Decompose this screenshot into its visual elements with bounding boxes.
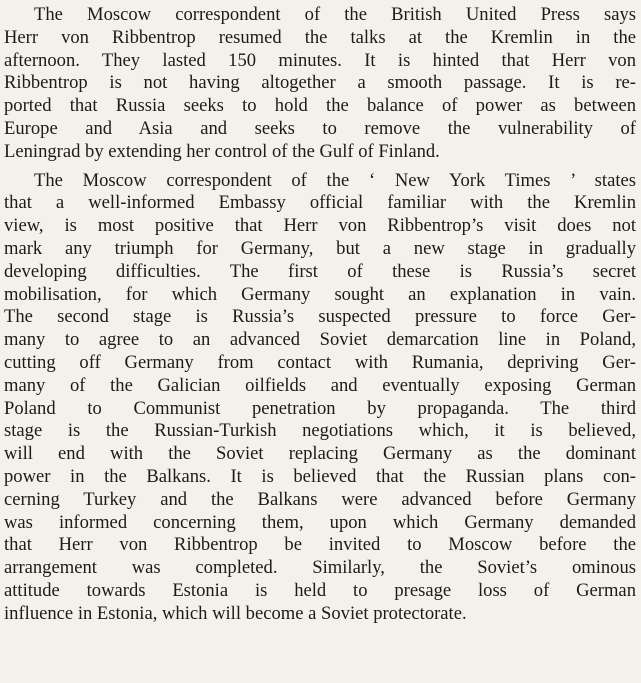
text-line: Poland to Communist penetration by propaganda. The third (4, 397, 636, 419)
text-line: view, is most positive that Herr von Ribbentrop’s visit does not (4, 215, 636, 237)
text-line: power in the Balkans. It is believed that the Russian plans con- (4, 465, 636, 487)
text-line: mark any triumph for Germany, but a new stage in gradually (4, 237, 636, 259)
text-line: will end with the Soviet replacing Germany as the dominant (4, 443, 636, 465)
text-line: that a well-informed Embassy official familiar with the Kremlin (4, 192, 636, 214)
text-line: developing difficulties. The first of these is Russia’s secret (4, 260, 636, 282)
text-line: mobilisation, for which Germany sought an explanation in vain. (4, 283, 636, 305)
text-line: influence in Estonia, which will become a Soviet protectorate. (4, 602, 467, 624)
text-line: cerning Turkey and the Balkans were advanced before Germany (4, 488, 636, 510)
text-line: arrangement was completed. Similarly, the Soviet’s ominous (4, 557, 636, 579)
paragraph-british-united-press (4, 4, 636, 164)
paragraph-new-york-times (4, 170, 636, 626)
text-line: attitude towards Estonia is held to presage loss of German (4, 579, 636, 601)
text-line: cutting off Germany from contact with Rumania, depriving Ger- (4, 351, 636, 373)
text-line: that Herr von Ribbentrop be invited to Moscow before the (4, 534, 636, 556)
text-line: was informed concerning them, upon which Germany demanded (4, 511, 636, 533)
text-line: Leningrad by extending her control of the Gulf of Finland. (4, 140, 440, 162)
text-line: stage is the Russian-Turkish negotiations which, it is believed, (4, 420, 636, 442)
text-line: The Moscow correspondent of the ‘ New York Times ’ states (34, 169, 636, 191)
text-line: The Moscow correspondent of the British United Press says (34, 4, 636, 25)
text-line: many to agree to an advanced Soviet demarcation line in Poland, (4, 329, 636, 351)
text-line: ported that Russia seeks to hold the balance of power as between (4, 95, 636, 117)
text-line: The second stage is Russia’s suspected pressure to force Ger- (4, 306, 636, 328)
text-line: afternoon. They lasted 150 minutes. It is hinted that Herr von (4, 49, 636, 71)
article-body (4, 4, 636, 626)
text-line: many of the Galician oilfields and eventually exposing German (4, 374, 636, 396)
text-line: Ribbentrop is not having altogether a smooth passage. It is re- (4, 72, 636, 94)
text-line: Europe and Asia and seeks to remove the vulnerability of (4, 117, 636, 139)
text-line: Herr von Ribbentrop resumed the talks at the Kremlin in the (4, 26, 636, 48)
